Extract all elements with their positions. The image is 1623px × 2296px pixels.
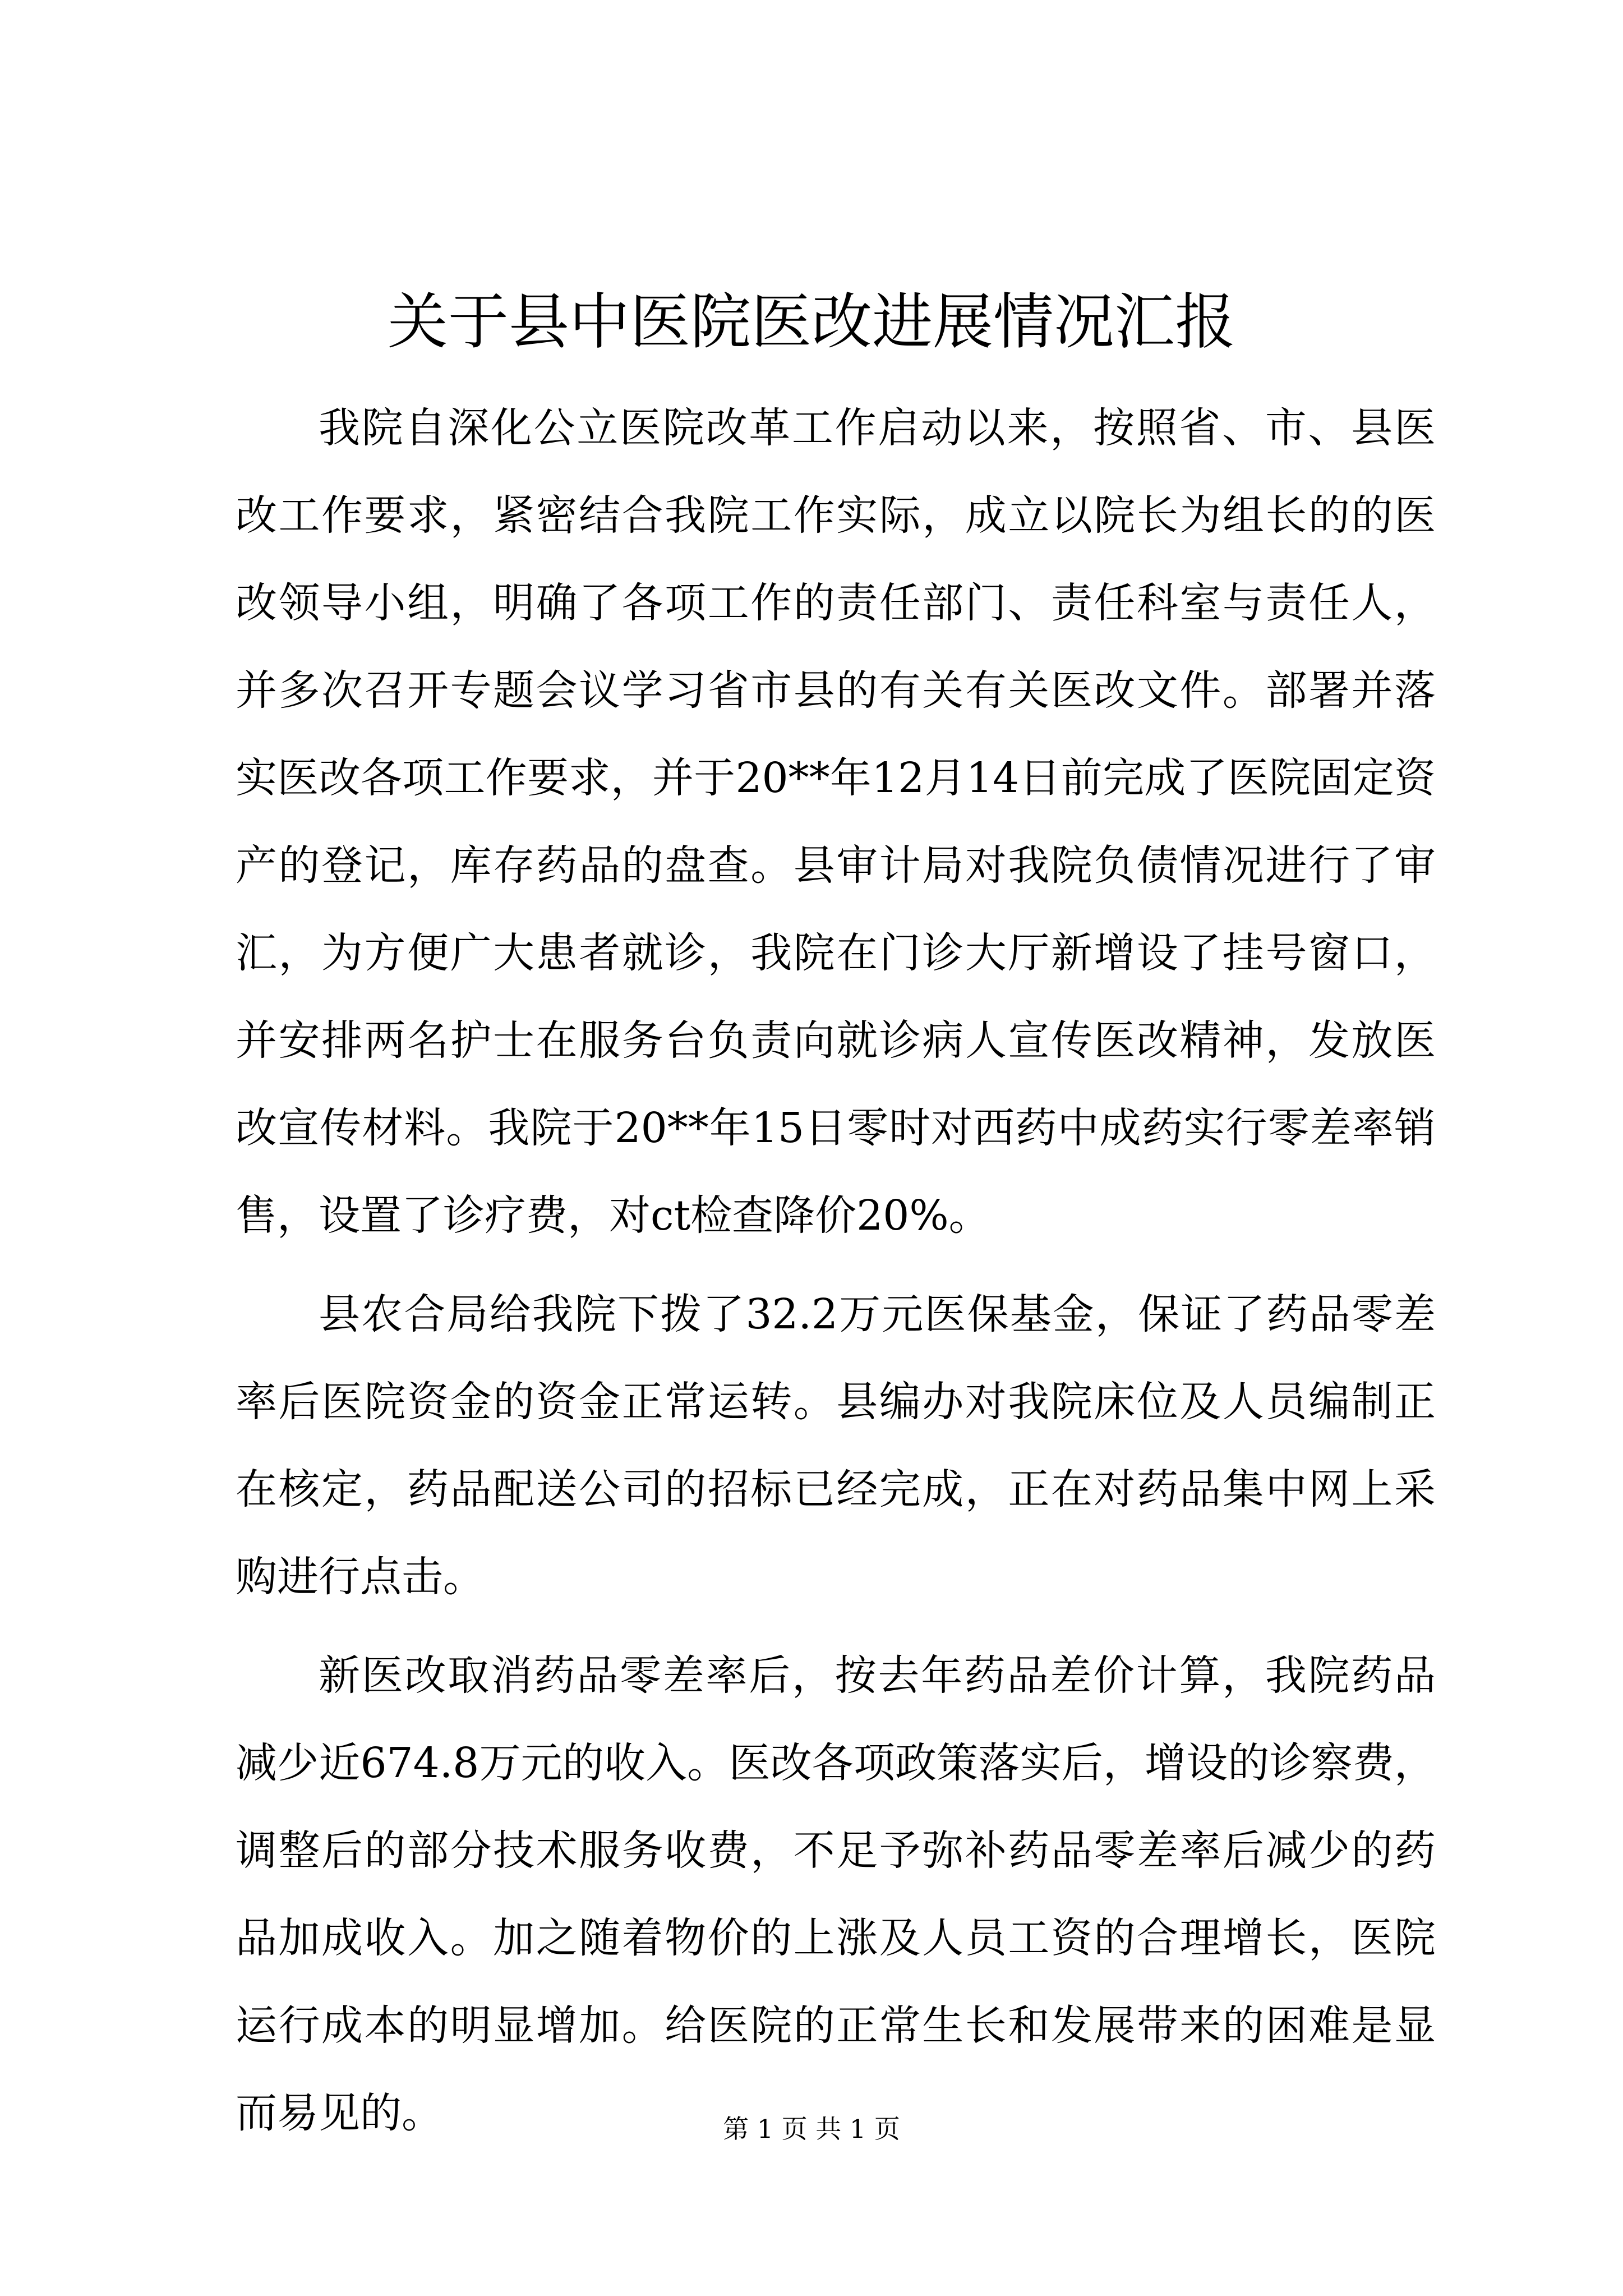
paragraph-2: 县农合局给我院下拨了32.2万元医保基金，保证了药品零差率后医院资金的资金正常运转。县编办对我院床位及人员编制正在核定，药品配送公司的招标已经完成，正在对药品集中网上采购进行点击。 [236, 1290, 1436, 1601]
document-body [236, 384, 1436, 2168]
paragraph-1: 我院自深化公立医院改革工作启动以来，按照省、市、县医改工作要求，紧密结合我院工作实际，成立以院长为组长的的医改领导小组，明确了各项工作的责任部门、责任科室与责任人，并多次召开专题会议学习省市县的有关有关医改文件。部署并落实医改各项工作要求，并于20**年12月14日前完成了医院固定资产的登记，库存药品的盘查。县审计局对我院负债情况进行了审汇，为方便广大患者就诊，我院在门诊大厅新增设了挂号窗口，并安排两名护士在服务台负责向就诊病人宣传医改精神，发放医改宣传材料。我院于20**年15日零时对西药中成药实行零差率销售，设置了诊疗费，对ct检查降价20%。 [236, 404, 1436, 1240]
document-title: 关于县中医院医改进展情况汇报 [387, 287, 1235, 357]
page-number-footer: 第 1 页 共 1 页 [723, 2114, 900, 2144]
paragraph-3: 新医改取消药品零差率后，按去年药品差价计算，我院药品减少近674.8万元的收入。医改各项政策落实后，增设的诊察费，调整后的部分技术服务收费，不足予弥补药品零差率后减少的药品加成收入。加之随着物价的上涨及人员工资的合理增长，医院运行成本的明显增加。给医院的正常生长和发展带来的困难是显而易见的。 [236, 1651, 1436, 2137]
